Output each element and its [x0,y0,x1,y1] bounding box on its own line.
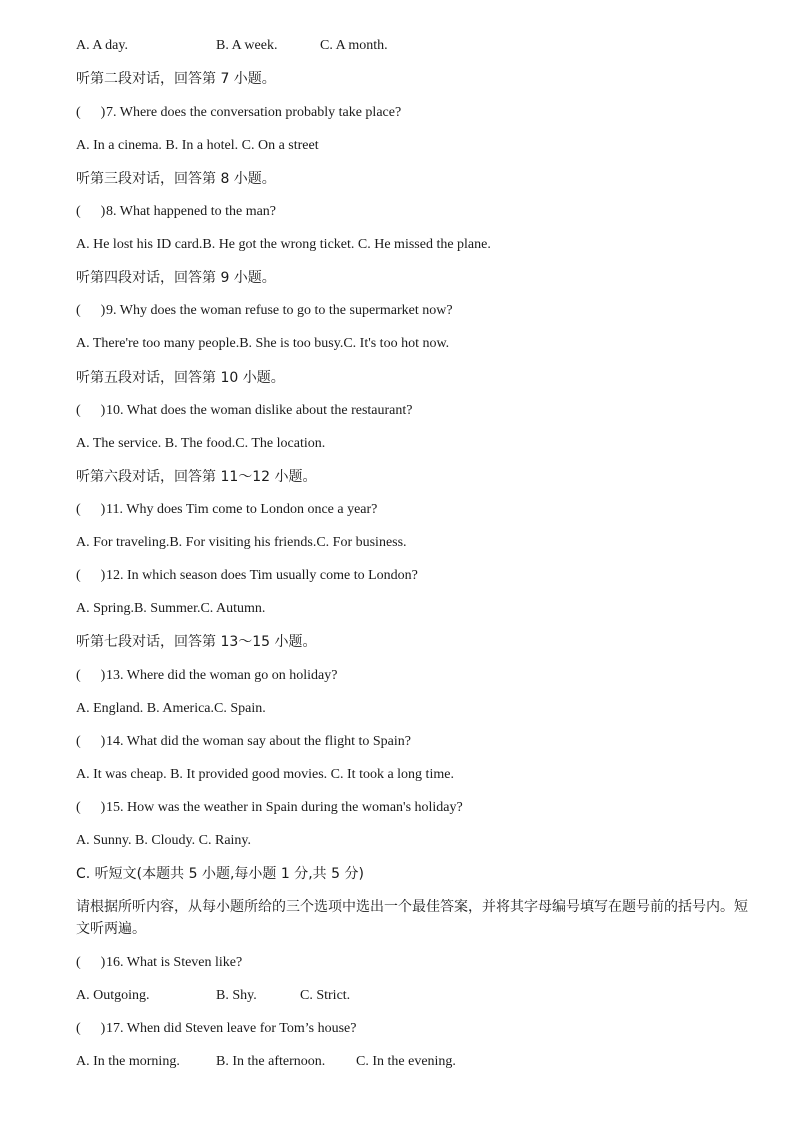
answer-blank[interactable]: ( ) [76,105,106,120]
section-heading-6: 听第六段对话，回答第 11～12 小题。 [76,469,317,485]
section-heading-2: 听第二段对话，回答第 7 小题。 [76,71,276,87]
option-a: A. Outgoing. [76,988,150,1003]
question-12 [76,567,418,585]
answer-line-17 [76,1053,456,1071]
question-text: 16. What is Steven like? [106,955,243,970]
answer-line-11: A. For traveling.B. For visiting his friends.C. For business. [76,535,407,550]
answer-line-8: A. He lost his ID card.B. He got the wrong ticket. C. He missed the plane. [76,237,491,252]
option-b: B. Shy. [216,988,257,1003]
option-c: C. In the evening. [356,1054,456,1069]
question-11 [76,501,377,519]
answer-blank[interactable]: ( ) [76,955,106,970]
answer-line-6 [76,37,388,55]
section-heading-3: 听第三段对话，回答第 8 小题。 [76,171,276,187]
answer-line-15: A. Sunny. B. Cloudy. C. Rainy. [76,833,252,848]
option-a: A. A day. [76,38,128,53]
question-text: 13. Where did the woman go on holiday? [106,668,338,683]
answer-line-12: A. Spring.B. Summer.C. Autumn. [76,601,266,616]
answer-blank[interactable]: ( ) [76,303,106,318]
section-c-heading: C. 听短文(本题共 5 小题,每小题 1 分,共 5 分) [76,866,364,882]
answer-blank[interactable]: ( ) [76,568,106,583]
section-c-instruction: 请根据所听内容，从每小题所给的三个选项中选出一个最佳答案，并将其字母编号填写在题号前的括号内。短文听两遍。 [76,899,748,937]
answer-line-16 [76,987,350,1005]
question-text: 14. What did the woman say about the flight to Spain? [106,734,411,749]
option-b: B. In the afternoon. [216,1054,326,1069]
question-7 [76,104,401,122]
question-10 [76,402,413,420]
answer-blank[interactable]: ( ) [76,502,106,517]
answer-line-14: A. It was cheap. B. It provided good movies. C. It took a long time. [76,767,454,782]
question-text: 17. When did Steven leave for Tom’s house? [106,1021,357,1036]
question-14 [76,733,411,751]
option-c: C. A month. [320,38,388,53]
option-c: C. Strict. [300,988,351,1003]
question-13 [76,667,337,685]
question-17 [76,1020,356,1038]
answer-blank[interactable]: ( ) [76,204,106,219]
question-text: 7. Where does the conversation probably take place? [106,105,402,120]
question-8 [76,203,276,221]
answer-blank[interactable]: ( ) [76,734,106,749]
answer-blank[interactable]: ( ) [76,1021,106,1036]
question-16 [76,954,242,972]
question-text: 12. In which season does Tim usually come to London? [106,568,418,583]
question-9 [76,302,453,320]
answer-blank[interactable]: ( ) [76,668,106,683]
answer-line-9: A. There're too many people.B. She is too busy.C. It's too hot now. [76,336,450,351]
answer-blank[interactable]: ( ) [76,800,106,815]
question-text: 10. What does the woman dislike about the restaurant? [106,403,413,418]
answer-line-13: A. England. B. America.C. Spain. [76,701,266,716]
option-a: A. In the morning. [76,1054,180,1069]
answer-line-7: A. In a cinema. B. In a hotel. C. On a street [76,138,319,153]
section-heading-7: 听第七段对话，回答第 13～15 小题。 [76,634,317,650]
question-text: 9. Why does the woman refuse to go to the supermarket now? [106,303,453,318]
question-15 [76,799,463,817]
question-text: 8. What happened to the man? [106,204,277,219]
question-text: 15. How was the weather in Spain during the woman's holiday? [106,800,463,815]
question-text: 11. Why does Tim come to London once a year? [106,502,378,517]
answer-line-10: A. The service. B. The food.C. The location. [76,436,326,451]
option-b: B. A week. [216,38,278,53]
section-heading-5: 听第五段对话，回答第 10 小题。 [76,370,285,386]
section-heading-4: 听第四段对话，回答第 9 小题。 [76,270,276,286]
answer-blank[interactable]: ( ) [76,403,106,418]
